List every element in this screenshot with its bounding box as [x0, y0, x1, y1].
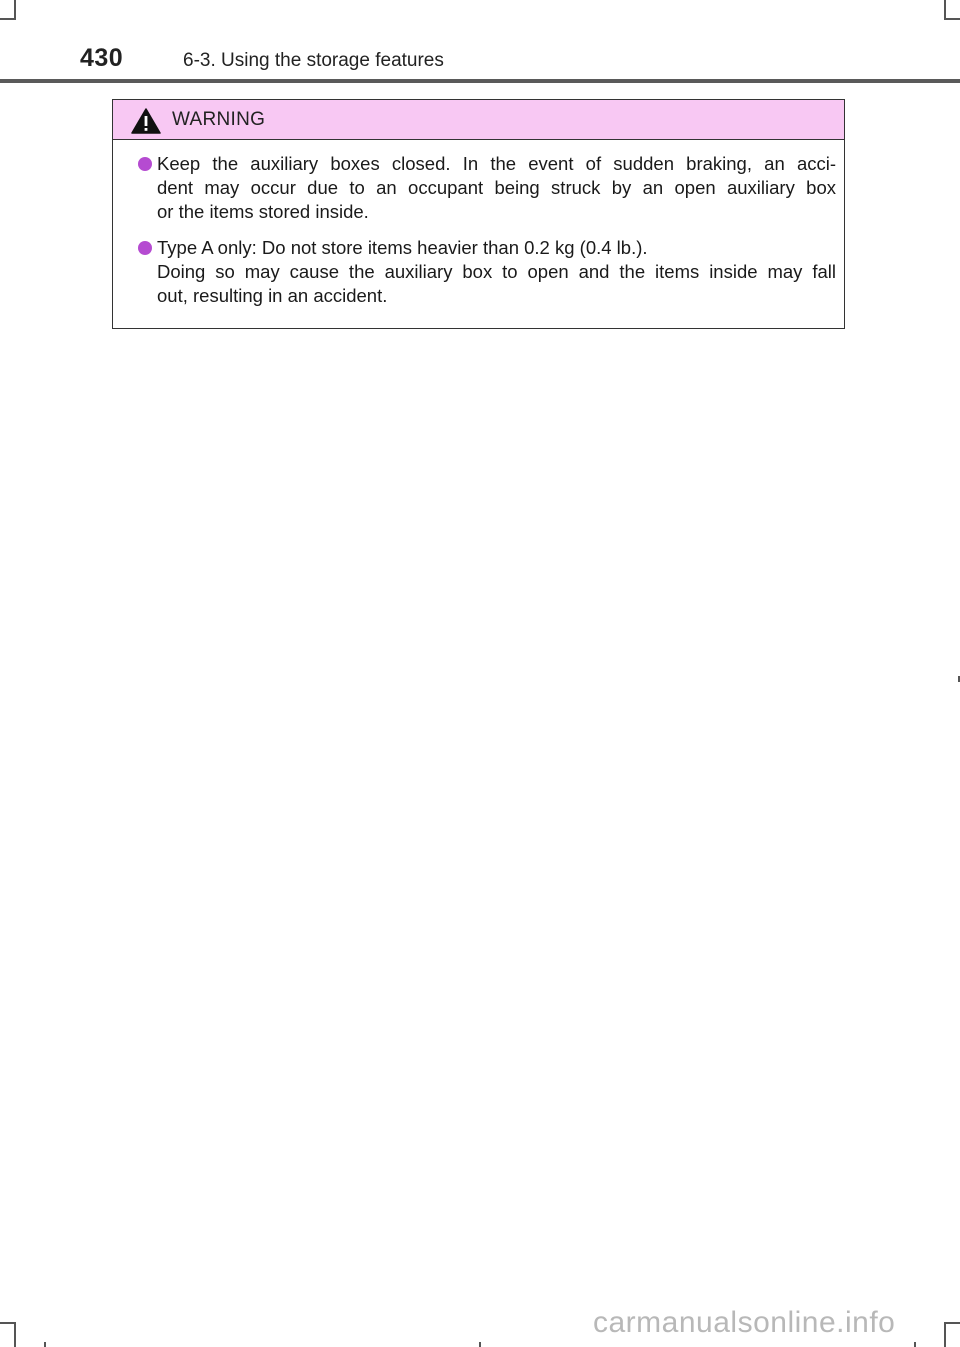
bullet-icon [138, 157, 152, 171]
warning-text-line: Doing so may cause the auxiliary box to open and the items inside may fall [157, 261, 836, 282]
crop-mark [944, 18, 960, 20]
warning-item [157, 236, 836, 308]
warning-header [113, 100, 844, 140]
warning-text-line: dent may occur due to an occupant being struck by an open auxiliary box [157, 177, 836, 198]
crop-mark [44, 1342, 46, 1347]
crop-mark [0, 18, 16, 20]
crop-mark [944, 1322, 946, 1347]
crop-mark [14, 1322, 16, 1347]
warning-list [113, 140, 844, 308]
section-title: 6-3. Using the storage features [183, 50, 444, 71]
warning-box [112, 99, 845, 329]
warning-text-line: Keep the auxiliary boxes closed. In the event of sudden braking, an acci- [157, 153, 836, 174]
crop-mark [944, 0, 946, 20]
crop-mark [479, 1342, 481, 1347]
crop-mark [0, 1322, 16, 1324]
crop-mark [914, 1342, 916, 1347]
warning-item [157, 152, 836, 224]
watermark: carmanualsonline.info [593, 1306, 896, 1339]
warning-title: WARNING [172, 109, 266, 130]
header-rule [0, 79, 960, 83]
warning-text-line: out, resulting in an accident. [157, 285, 388, 306]
page-number: 430 [80, 44, 124, 72]
warning-triangle-icon [131, 108, 161, 134]
bullet-icon [138, 241, 152, 255]
warning-text-line: or the items stored inside. [157, 201, 369, 222]
warning-text-line: Type A only: Do not store items heavier than 0.2 kg (0.4 lb.). [157, 237, 648, 258]
crop-mark [944, 1322, 960, 1324]
crop-mark [14, 0, 16, 20]
